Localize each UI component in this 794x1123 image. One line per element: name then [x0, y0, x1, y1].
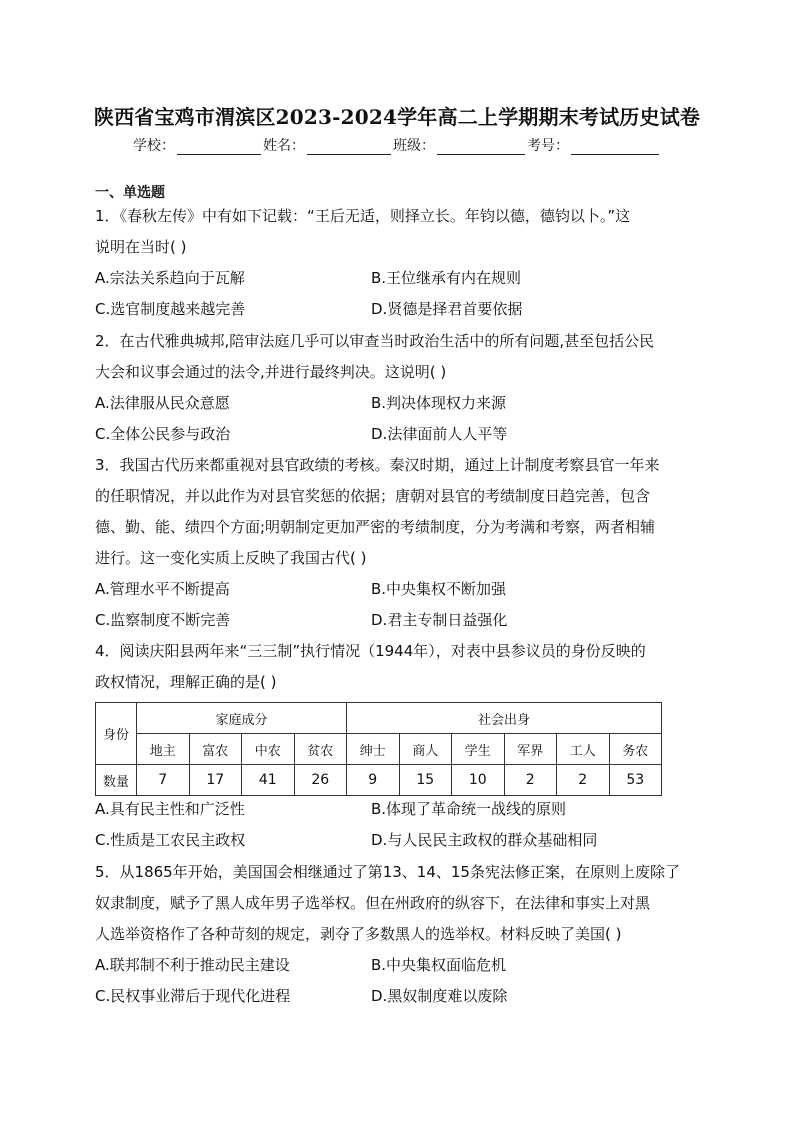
- q4-option-a[interactable]: A.具有民主性和广泛性: [95, 800, 245, 818]
- table-col-header: 绅士: [347, 734, 400, 765]
- table-cell: 10: [452, 765, 505, 796]
- table-cell: 26: [294, 765, 347, 796]
- q5-option-a[interactable]: A.联邦制不利于推动民主建设: [95, 956, 290, 974]
- table-col-header: 商人: [399, 734, 452, 765]
- student-info-line: [0, 135, 794, 155]
- q5-option-d[interactable]: D.黑奴制度难以废除: [371, 987, 508, 1005]
- q2-stem-line2: 大会和议事会通过的法令,并进行最终判决。这说明( ): [95, 363, 447, 381]
- table-col-header: 地主: [137, 734, 190, 765]
- q4-option-d[interactable]: D.与人民民主政权的群众基础相同: [371, 831, 598, 849]
- q3-option-c[interactable]: C.监察制度不断完善: [95, 611, 231, 629]
- q3-option-d[interactable]: D.君主专制日益强化: [371, 611, 508, 629]
- q3-stem-line1: 3．我国古代历来都重视对县官政绩的考核。秦汉时期，通过上计制度考察县官一年来: [95, 456, 660, 474]
- table-group-family: 家庭成分: [137, 703, 347, 734]
- number-label: 考号：: [527, 138, 569, 154]
- table-group-social: 社会出身: [347, 703, 662, 734]
- table-cell: 41: [242, 765, 295, 796]
- table-cell: 2: [504, 765, 557, 796]
- table-cell: 7: [137, 765, 190, 796]
- q4-stem-line1: 4．阅读庆阳县两年来“三三制”执行情况（1944年），对表中县参议员的身份反映的: [95, 642, 646, 660]
- table-col-header: 务农: [609, 734, 662, 765]
- q2-stem-line1: 2．在古代雅典城邦,陪审法庭几乎可以审查当时政治生活中的所有问题,甚至包括公民: [95, 332, 655, 350]
- q3-stem-line2: 的任职情况，并以此作为对县官奖惩的依据；唐朝对县官的考绩制度日趋完善，包含: [95, 487, 651, 505]
- name-blank[interactable]: [307, 140, 391, 155]
- table-cell: 9: [347, 765, 400, 796]
- table-col-header: 工人: [557, 734, 610, 765]
- q5-stem-line1: 5．从1865年开始，美国国会相继通过了第13、14、15条宪法修正案，在原则上废除了: [95, 863, 680, 881]
- q5-stem-line3: 人选举资格作了各种苛刻的规定，剥夺了多数黑人的选举权。材料反映了美国( ): [95, 925, 622, 943]
- school-blank[interactable]: [177, 140, 261, 155]
- table-cell: 15: [399, 765, 452, 796]
- table-col-header: 贫农: [294, 734, 347, 765]
- table-cell: 53: [609, 765, 662, 796]
- table-rowhead-count: 数量: [96, 765, 137, 796]
- q3-stem-line4: 进行。这一变化实质上反映了我国古代( ): [95, 549, 367, 567]
- table-col-header: 中农: [242, 734, 295, 765]
- q2-option-c[interactable]: C.全体公民参与政治: [95, 425, 231, 443]
- q1-option-c[interactable]: C.选官制度越来越完善: [95, 300, 246, 318]
- q5-option-b[interactable]: B.中央集权面临危机: [371, 956, 507, 974]
- table-col-header: 学生: [452, 734, 505, 765]
- table-rowhead-identity: 身份: [96, 703, 137, 765]
- q1-stem-line1: 1．《春秋左传》中有如下记载：“王后无适，则择立长。年钧以德，德钧以卜。”这: [95, 207, 631, 225]
- class-label: 班级：: [393, 138, 435, 154]
- exam-title: 陕西省宝鸡市渭滨区2023-2024学年高二上学期期末考试历史试卷: [93, 105, 701, 129]
- school-label: 学校：: [133, 138, 175, 154]
- q5-option-c[interactable]: C.民权事业滞后于现代化进程: [95, 987, 291, 1005]
- q3-option-a[interactable]: A.管理水平不断提高: [95, 580, 230, 598]
- table-col-header: 富农: [189, 734, 242, 765]
- q2-option-a[interactable]: A.法律服从民众意愿: [95, 394, 230, 412]
- council-member-table: [95, 702, 662, 796]
- table-cell: 17: [189, 765, 242, 796]
- q1-option-d[interactable]: D.贤德是择君首要依据: [371, 300, 523, 318]
- q5-stem-line2: 奴隶制度，赋予了黑人成年男子选举权。但在州政府的纵容下，在法律和事实上对黑: [95, 894, 651, 912]
- q3-option-b[interactable]: B.中央集权不断加强: [371, 580, 507, 598]
- q1-option-a[interactable]: A.宗法关系趋向于瓦解: [95, 269, 245, 287]
- q4-option-c[interactable]: C.性质是工农民主政权: [95, 831, 246, 849]
- section-heading: 一、单选题: [95, 185, 165, 201]
- q3-stem-line3: 德、勤、能、绩四个方面;明朝制定更加严密的考绩制度，分为考满和考察，两者相辅: [95, 518, 656, 536]
- q1-option-b[interactable]: B.王位继承有内在规则: [371, 269, 522, 287]
- name-label: 姓名：: [263, 138, 305, 154]
- number-blank[interactable]: [571, 140, 659, 155]
- class-blank[interactable]: [437, 140, 525, 155]
- q2-option-d[interactable]: D.法律面前人人平等: [371, 425, 508, 443]
- q2-option-b[interactable]: B.判决体现权力来源: [371, 394, 507, 412]
- q4-option-b[interactable]: B.体现了革命统一战线的原则: [371, 800, 567, 818]
- q1-stem-line2: 说明在当时( ): [95, 238, 187, 256]
- table-cell: 2: [557, 765, 610, 796]
- q4-stem-line2: 政权情况，理解正确的是( ): [95, 673, 277, 691]
- table-col-header: 军界: [504, 734, 557, 765]
